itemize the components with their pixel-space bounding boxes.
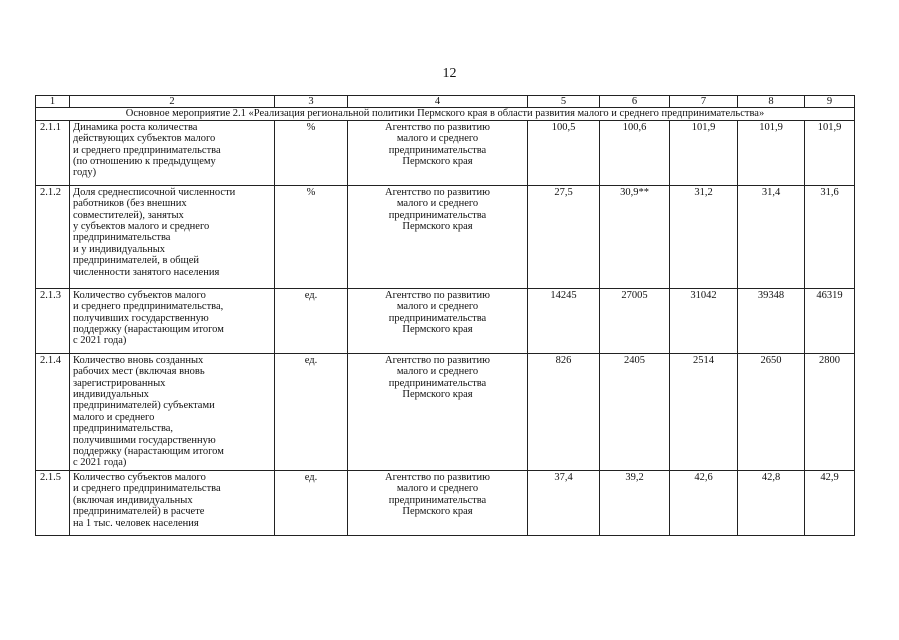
value-cell: 2405 xyxy=(600,353,670,470)
value-cell: 31,6 xyxy=(805,185,855,288)
value-cell: 101,9 xyxy=(738,120,805,185)
column-number: 6 xyxy=(600,96,670,108)
column-number: 3 xyxy=(275,96,348,108)
column-number-row xyxy=(36,96,855,108)
value-cell: 31,4 xyxy=(738,185,805,288)
row-id: 2.1.3 xyxy=(36,288,70,353)
unit: % xyxy=(275,120,348,185)
indicator-name: Количество субъектов малого и среднего предпринимательства, получивших государственную поддержку (нарастающим итогом с 2021 года) xyxy=(70,288,275,353)
unit: ед. xyxy=(275,353,348,470)
table-row xyxy=(36,353,855,470)
value-cell: 2514 xyxy=(670,353,738,470)
value-cell: 100,5 xyxy=(528,120,600,185)
table-row xyxy=(36,120,855,185)
value-cell: 30,9** xyxy=(600,185,670,288)
value-cell: 42,9 xyxy=(805,470,855,535)
column-number: 2 xyxy=(70,96,275,108)
value-cell: 2650 xyxy=(738,353,805,470)
value-cell: 27005 xyxy=(600,288,670,353)
column-number: 7 xyxy=(670,96,738,108)
table-row xyxy=(36,288,855,353)
value-cell: 100,6 xyxy=(600,120,670,185)
row-id: 2.1.2 xyxy=(36,185,70,288)
indicator-name: Количество субъектов малого и среднего предпринимательства (включая индивидуальных предпринимателей) в расчете на 1 тыс. человек населения xyxy=(70,470,275,535)
column-number: 9 xyxy=(805,96,855,108)
row-id: 2.1.4 xyxy=(36,353,70,470)
unit: % xyxy=(275,185,348,288)
indicator-name: Количество вновь созданных рабочих мест (включая вновь зарегистрированных индивидуальных предпринимателей) субъектами малого и среднего предпринимательства, получившими государственную поддержку (нарастающим итогом с 2021 года) xyxy=(70,353,275,470)
responsible-agency: Агентство по развитию малого и среднего предпринимательства Пермского края xyxy=(348,470,528,535)
value-cell: 46319 xyxy=(805,288,855,353)
row-id: 2.1.1 xyxy=(36,120,70,185)
value-cell: 2800 xyxy=(805,353,855,470)
page-number: 12 xyxy=(442,66,457,81)
column-number: 8 xyxy=(738,96,805,108)
table-row xyxy=(36,185,855,288)
section-title: Основное мероприятие 2.1 «Реализация региональной политики Пермского края в области развития малого и среднего предпринимательства» xyxy=(36,108,855,120)
value-cell: 39348 xyxy=(738,288,805,353)
indicator-name: Динамика роста количества действующих субъектов малого и среднего предпринимательства (по отношению к предыдущему году) xyxy=(70,120,275,185)
value-cell: 826 xyxy=(528,353,600,470)
value-cell: 42,8 xyxy=(738,470,805,535)
responsible-agency: Агентство по развитию малого и среднего предпринимательства Пермского края xyxy=(348,120,528,185)
unit: ед. xyxy=(275,288,348,353)
responsible-agency: Агентство по развитию малого и среднего предпринимательства Пермского края xyxy=(348,185,528,288)
column-number: 5 xyxy=(528,96,600,108)
responsible-agency: Агентство по развитию малого и среднего предпринимательства Пермского края xyxy=(348,353,528,470)
value-cell: 31042 xyxy=(670,288,738,353)
unit: ед. xyxy=(275,470,348,535)
column-number: 1 xyxy=(36,96,70,108)
table-row xyxy=(36,470,855,535)
value-cell: 14245 xyxy=(528,288,600,353)
section-row xyxy=(36,108,855,120)
value-cell: 39,2 xyxy=(600,470,670,535)
value-cell: 42,6 xyxy=(670,470,738,535)
value-cell: 101,9 xyxy=(670,120,738,185)
responsible-agency: Агентство по развитию малого и среднего предпринимательства Пермского края xyxy=(348,288,528,353)
indicator-name: Доля среднесписочной численности работников (без внешних совместителей), занятых у субъектов малого и среднего предпринимательства и у индивидуальных предпринимателей, в общей численности занятого населения xyxy=(70,185,275,288)
value-cell: 31,2 xyxy=(670,185,738,288)
indicators-table xyxy=(35,95,855,536)
row-id: 2.1.5 xyxy=(36,470,70,535)
value-cell: 101,9 xyxy=(805,120,855,185)
value-cell: 27,5 xyxy=(528,185,600,288)
value-cell: 37,4 xyxy=(528,470,600,535)
column-number: 4 xyxy=(348,96,528,108)
